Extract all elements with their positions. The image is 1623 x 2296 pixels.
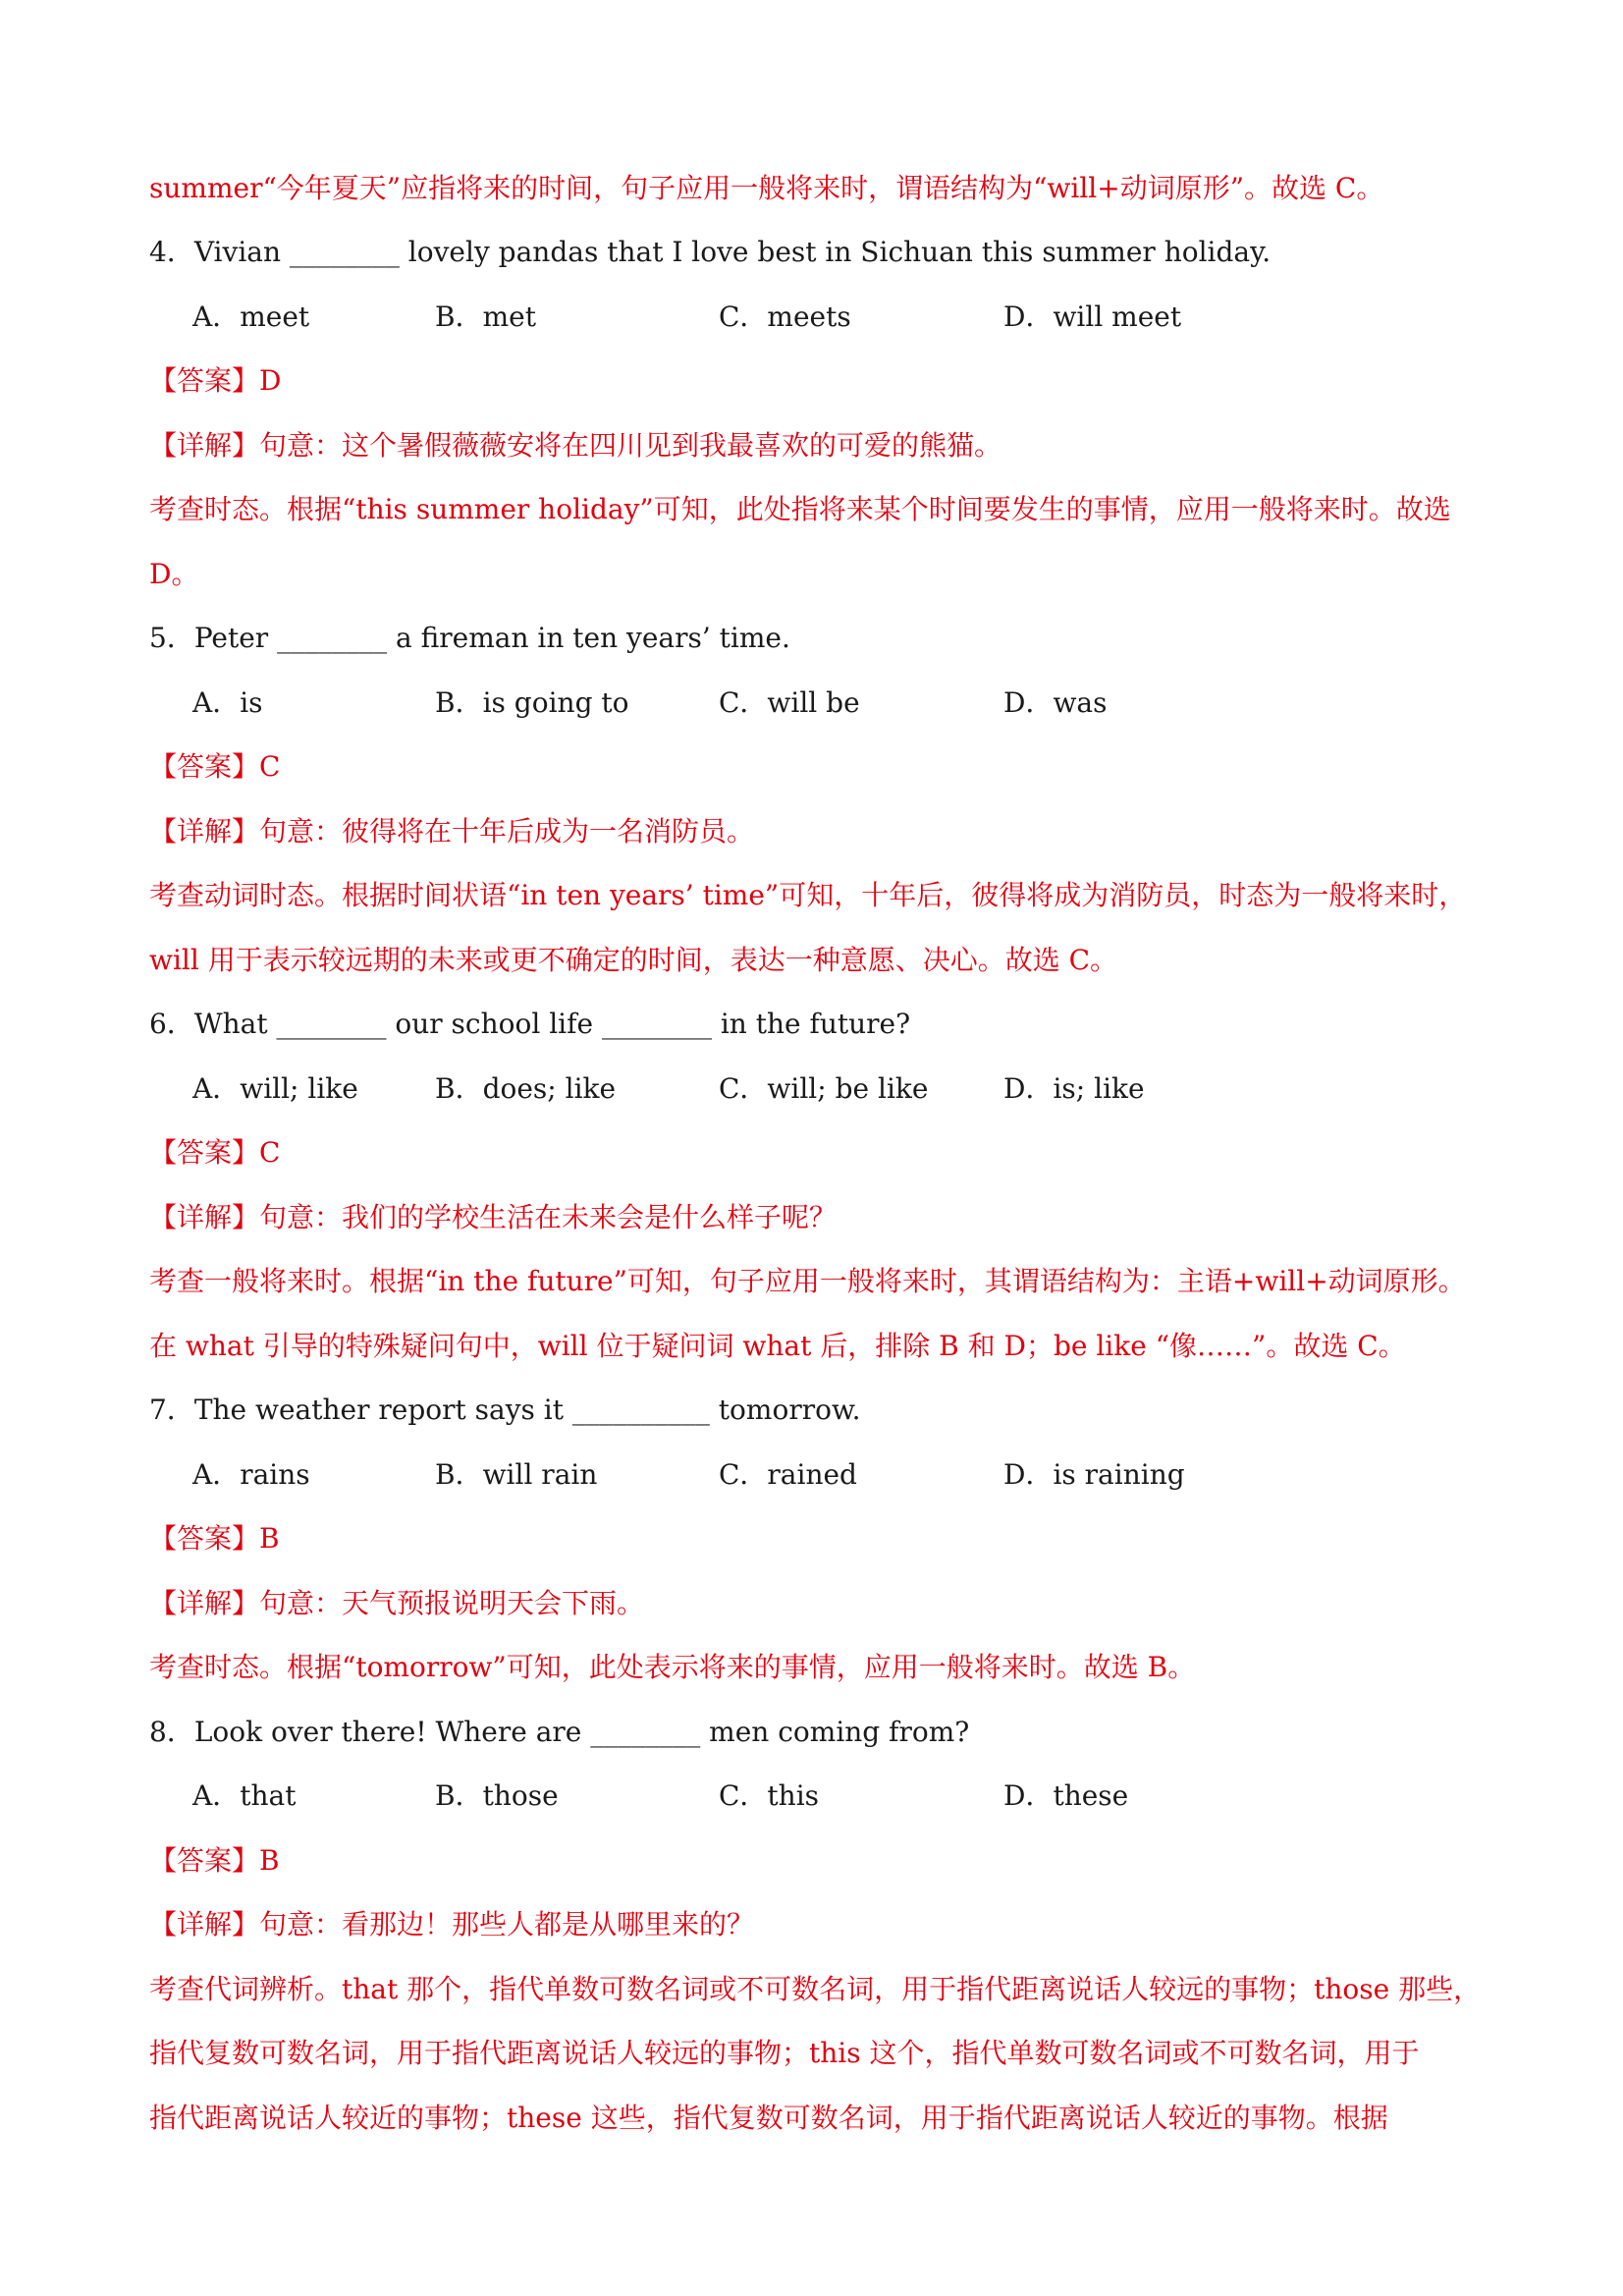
explanation-line: 考查一般将来时。根据“in the future”可知，句子应用一般将来时，其谓语结构为：主语+will+动词原形。 [149,1265,1466,1297]
detail-translation: 【详解】句意：天气预报说明天会下雨。 [149,1587,645,1619]
explanation-line: 指代距离说话人较近的事物；these 这些，指代复数可数名词，用于指代距离说话人较近的事物。根据 [149,2102,1388,2134]
option-c: C．will; be like [719,1072,929,1105]
option-a: A．meet [192,301,310,333]
option-a: A．that [192,1779,297,1812]
option-c: C．rained [719,1458,857,1491]
option-d: D．is; like [1003,1072,1145,1105]
answer-label: 【答案】D [149,364,282,397]
question-stem: 5．Peter ________ a fireman in ten years’ time. [149,622,790,654]
option-d: D．these [1003,1779,1129,1812]
detail-translation: 【详解】句意：这个暑假薇薇安将在四川见到我最喜欢的可爱的熊猫。 [149,429,1002,462]
option-a: A．rains [192,1458,310,1491]
question-stem: 6．What ________ our school life ________ in the future? [149,1008,911,1040]
explanation-line: D。 [149,558,199,590]
explanation-line: 考查动词时态。根据时间状语“in ten years’ time”可知，十年后，彼得将成为消防员，时态为一般将来时， [149,879,1467,911]
answer-label: 【答案】C [149,750,281,783]
option-b: B．does; like [435,1072,617,1105]
option-d: D．is raining [1003,1458,1185,1491]
explanation-line: 指代复数可数名词，用于指代距离说话人较远的事物；this 这个，指代单数可数名词或不可数名词，用于 [149,2037,1420,2069]
explanation-line: 考查代词辨析。that 那个，指代单数可数名词或不可数名词，用于指代距离说话人较远的事物；those 那些， [149,1973,1482,2005]
detail-translation: 【详解】句意：看那边！那些人都是从哪里来的？ [149,1908,755,1941]
explanation-line: will 用于表示较远期的未来或更不确定的时间，表达一种意愿、决心。故选 C。 [149,944,1118,976]
option-b: B．will rain [435,1458,598,1491]
answer-label: 【答案】B [149,1522,280,1555]
question-stem: 8．Look over there! Where are ________ men coming from? [149,1716,970,1748]
option-a: A．is [192,686,263,719]
option-c: C．meets [719,301,851,333]
detail-translation: 【详解】句意：我们的学校生活在未来会是什么样子呢？ [149,1201,838,1233]
continuation-explanation: summer“今年夏天”应指将来的时间，句子应用一般将来时，谓语结构为“will+动词原形”。故选 C。 [149,172,1384,204]
explanation-line: 考查时态。根据“tomorrow”可知，此处表示将来的事情，应用一般将来时。故选 B。 [149,1651,1196,1683]
answer-label: 【答案】B [149,1844,280,1877]
question-stem: 4．Vivian ________ lovely pandas that I love best in Sichuan this summer holiday. [149,236,1271,268]
option-b: B．is going to [435,686,629,719]
detail-translation: 【详解】句意：彼得将在十年后成为一名消防员。 [149,815,755,847]
explanation-line: 在 what 引导的特殊疑问句中，will 位于疑问词 what 后，排除 B 和 D；be like “像……”。故选 C。 [149,1330,1406,1362]
question-stem: 7．The weather report says it __________ tomorrow. [149,1394,861,1426]
option-c: C．will be [719,686,860,719]
option-d: D．will meet [1003,301,1182,333]
option-a: A．will; like [192,1072,358,1105]
option-b: B．those [435,1779,559,1812]
option-d: D．was [1003,686,1108,719]
explanation-line: 考查时态。根据“this summer holiday”可知，此处指将来某个时间要发生的事情，应用一般将来时。故选 [149,493,1451,525]
option-c: C．this [719,1779,820,1812]
answer-label: 【答案】C [149,1136,281,1169]
option-b: B．met [435,301,536,333]
